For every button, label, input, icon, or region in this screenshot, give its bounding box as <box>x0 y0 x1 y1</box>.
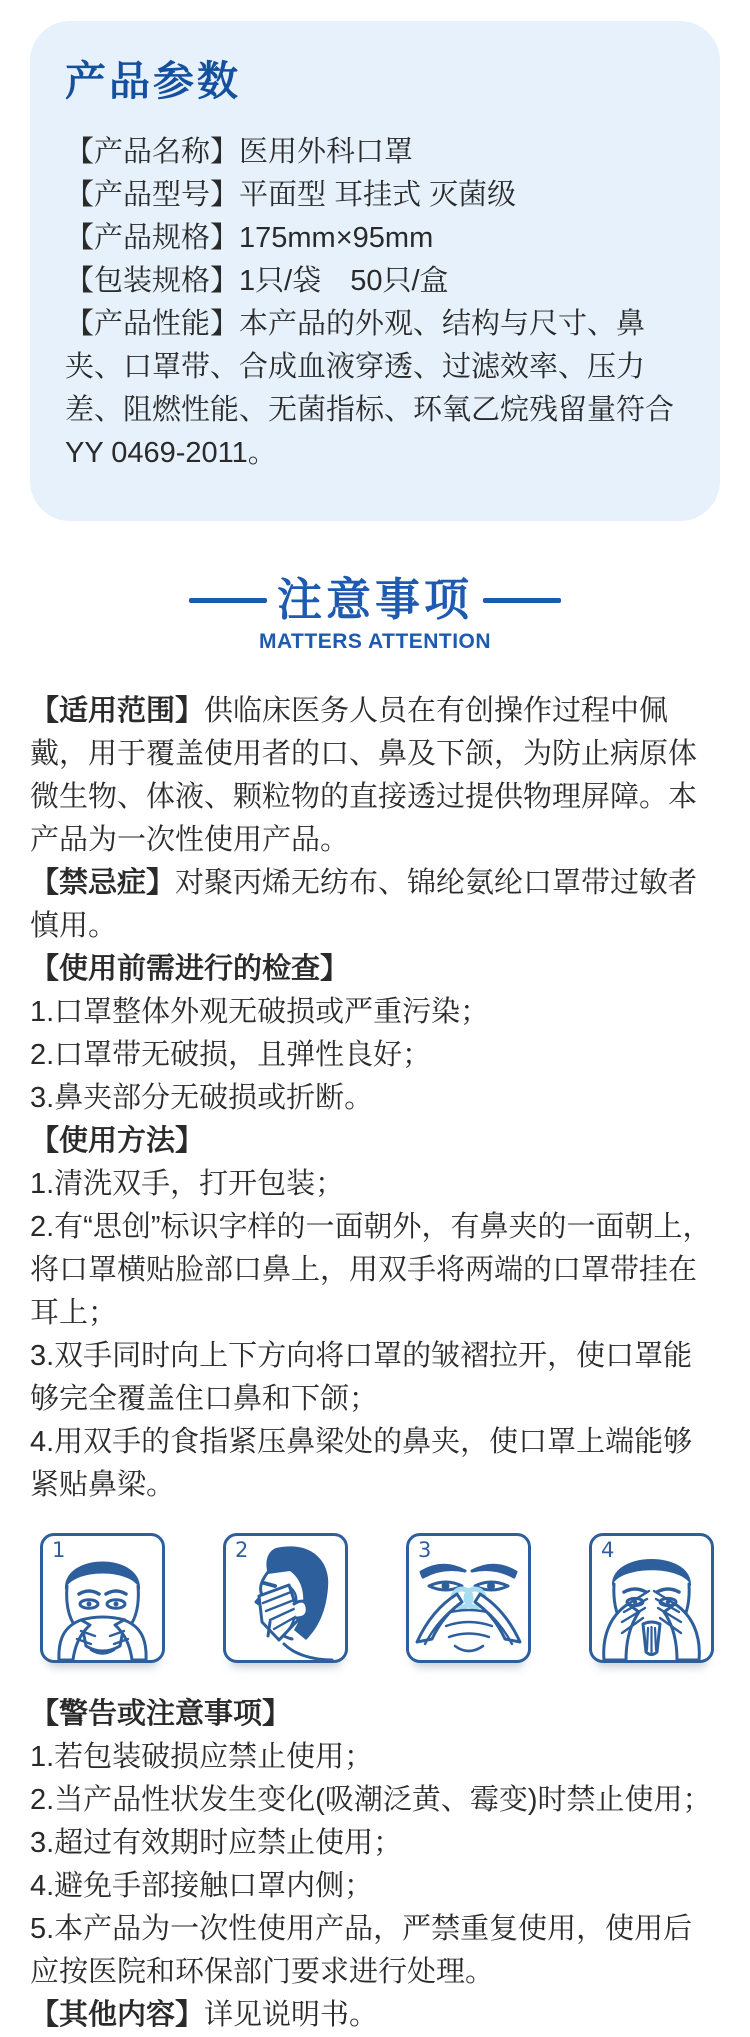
body-line: 1.若包装破损应禁止使用； <box>30 1741 374 1773</box>
body-line: 【其他内容】详见说明书。 <box>30 1999 379 2031</box>
notice-content-bottom <box>30 1693 720 2037</box>
body-line: 2.当产品性状发生变化(吸潮泛黄、霉变)时禁止使用； <box>30 1784 712 1816</box>
body-line: 3.双手同时向上下方向将口罩的皱褶拉开，使口罩能够完全覆盖住口鼻和下颌； <box>30 1340 693 1415</box>
usage-illustrations <box>40 1533 714 1663</box>
usage-step-box-3 <box>406 1533 531 1663</box>
line-label: 【产品性能】 <box>65 308 240 340</box>
line-label: 【产品规格】 <box>65 222 240 254</box>
line-label: 【产品型号】 <box>65 179 240 211</box>
body-line: 2.有“思创”标识字样的一面朝外，有鼻夹的一面朝上， 将口罩横贴脸部口鼻上，用双手将两端的口罩带挂在耳上； <box>30 1211 720 1329</box>
line-label: 【包装规格】 <box>65 265 240 297</box>
body-line: 1.口罩整体外观无破损或严重污染； <box>30 996 490 1028</box>
body-line: 4.避免手部接触口罩内侧； <box>30 1870 374 1902</box>
header-left-dash <box>189 598 267 603</box>
param-rows <box>65 131 690 475</box>
line-label: 【产品名称】 <box>65 136 240 168</box>
body-line: 【产品性能】本产品的外观、结构与尺寸、鼻夹、口罩带、合成血液穿透、过滤效率、压力差、阻燃性能、无菌指标、环氧乙烷残留量符合YY 0469-2011。 <box>65 308 675 469</box>
line-label: 【适用范围】 <box>30 695 205 727</box>
step-number: 4 <box>601 1538 615 1562</box>
body-line: 【产品名称】医用外科口罩 <box>65 136 414 168</box>
notice-content-top <box>30 690 720 1507</box>
usage-step-box-2 <box>223 1533 348 1663</box>
product-params-card <box>30 21 720 521</box>
notice-title: 注意事项 <box>276 574 473 625</box>
body-line: 【适用范围】供临床医务人员在有创操作过程中佩戴，用于覆盖使用者的口、鼻及下颌，为防止病原体微生物、体液、颗粒物的直接透过提供物理屏障。本产品为一次性使用产品。 <box>30 695 698 856</box>
notice-subtitle: MATTERS ATTENTION <box>258 630 492 653</box>
notice-header <box>0 573 750 654</box>
step-number: 1 <box>52 1538 66 1562</box>
body-line: 2.口罩带无破损，且弹性良好； <box>30 1039 432 1071</box>
body-line: 【包装规格】1只/袋 50只/盒 <box>65 265 449 297</box>
notice-title-row <box>0 573 750 627</box>
notice-body <box>30 690 720 2037</box>
line-label: 【其他内容】 <box>30 1999 205 2031</box>
step-number: 2 <box>235 1538 249 1562</box>
usage-step-box-1 <box>40 1533 165 1663</box>
body-line: 3.超过有效期时应禁止使用； <box>30 1827 403 1859</box>
body-line: 1.清洗双手，打开包装； <box>30 1168 345 1200</box>
section-heading: 【使用方法】 <box>30 1125 205 1157</box>
body-line: 【产品型号】平面型 耳挂式 灭菌级 <box>65 179 517 211</box>
product-detail-page <box>0 21 750 2031</box>
body-line: 【产品规格】175mm×95mm <box>65 222 434 254</box>
body-line: 4.用双手的食指紧压鼻梁处的鼻夹，使口罩上端能够紧贴鼻梁。 <box>30 1426 693 1501</box>
section-heading: 【使用前需进行的检查】 <box>30 953 350 985</box>
section-heading: 【警告或注意事项】 <box>30 1698 292 1730</box>
body-line: 【禁忌症】对聚丙烯无纺布、锦纶氨纶口罩带过敏者慎用。 <box>30 867 698 942</box>
params-card-title: 产品参数 <box>65 58 241 104</box>
header-right-dash <box>483 598 561 603</box>
body-line: 5.本产品为一次性使用产品，严禁重复使用，使用后应按医院和环保部门要求进行处理。 <box>30 1913 693 1988</box>
body-line: 3.鼻夹部分无破损或折断。 <box>30 1082 374 1114</box>
step-number: 3 <box>418 1538 432 1562</box>
usage-step-box-4 <box>589 1533 714 1663</box>
line-label: 【禁忌症】 <box>30 867 176 899</box>
